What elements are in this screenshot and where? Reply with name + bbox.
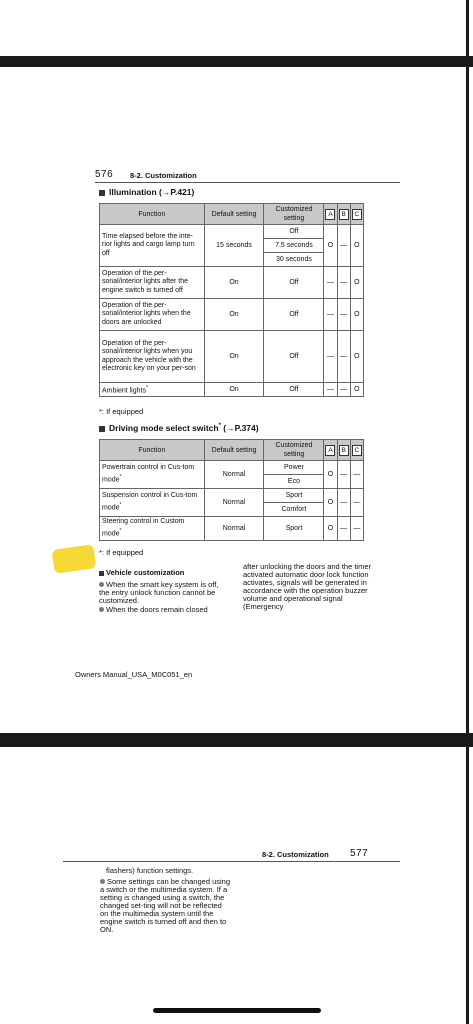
- table-cell: On: [204, 331, 264, 383]
- col-default: Default setting: [204, 204, 264, 225]
- table-cell: —: [337, 383, 350, 397]
- table-cell: Normal: [204, 489, 264, 517]
- table-cell: 15 seconds: [204, 225, 264, 267]
- col-a: A: [325, 445, 335, 456]
- table-cell: Off: [264, 331, 324, 383]
- table-cell: O: [324, 517, 337, 541]
- driving-mode-table: [99, 439, 364, 541]
- table-cell: Ambient lights*: [100, 383, 205, 397]
- square-bullet-icon: [99, 426, 105, 432]
- table-cell: Normal: [204, 461, 264, 489]
- col-b: B: [339, 209, 349, 220]
- table-cell: Operation of the per-sonal/interior lights when you approach the vehicle with the electronic key on your per-son: [100, 331, 205, 383]
- table-cell: O: [324, 489, 337, 517]
- table-cell: Operation of the per-sonal/interior lights when the doors are unlocked: [100, 299, 205, 331]
- page-number: 577: [350, 848, 369, 859]
- table-cell: —: [350, 517, 363, 541]
- table-cell: Eco: [264, 475, 324, 489]
- table-cell: —: [337, 225, 350, 267]
- page-divider-middle: [0, 733, 473, 747]
- table-cell: O: [350, 331, 363, 383]
- table-cell: —: [337, 489, 350, 517]
- table-cell: On: [204, 267, 264, 299]
- bullet-doors-closed: When the doors remain closed: [99, 606, 239, 614]
- table-cell: Normal: [204, 517, 264, 541]
- table-cell: Off: [264, 383, 324, 397]
- table-cell: O: [350, 383, 363, 397]
- table-cell: —: [324, 383, 337, 397]
- col-c: C: [352, 445, 362, 456]
- table-cell: O: [324, 461, 337, 489]
- col-default: Default setting: [204, 440, 264, 461]
- table-cell: —: [324, 299, 337, 331]
- table-cell: On: [204, 299, 264, 331]
- table-cell: —: [337, 267, 350, 299]
- bullet-dot-icon: [99, 582, 104, 587]
- table-cell: Sport: [264, 517, 324, 541]
- header-rule: [63, 861, 400, 862]
- table-cell: —: [324, 331, 337, 383]
- page-footer: Owners Manual_USA_M0C051_en: [75, 670, 193, 679]
- footnote: *: If equipped: [99, 407, 144, 416]
- page-divider-top: [0, 56, 473, 67]
- table-cell: —: [324, 267, 337, 299]
- table-cell: Power: [264, 461, 324, 475]
- right-column-text: after unlocking the doors and the timer activated automatic door lock function activates, signals will be generated in accordance with the operation buzzer volume and operational signal (Emergency: [243, 562, 371, 611]
- table-cell: Time elapsed before the inte-rior lights and cargo lamp turn off: [100, 225, 205, 267]
- table-cell: On: [204, 383, 264, 397]
- col-a: A: [325, 209, 335, 220]
- col-function: Function: [100, 440, 205, 461]
- bullet-settings-changed: Some settings can be changed using a switch or the multimedia system. If a setting is changed using a switch, the changed set-ting will not be reflected on the multimedia system until the engine switch is turned off and then to ON.: [100, 877, 230, 934]
- top-artifact: [118, 0, 178, 4]
- col-b: B: [339, 445, 349, 456]
- table-cell: —: [350, 489, 363, 517]
- illumination-title: Illumination (→P.421): [99, 187, 194, 197]
- table-cell: —: [350, 461, 363, 489]
- col-customized: Customized setting: [264, 204, 324, 225]
- footnote: *: If equipped: [99, 548, 144, 557]
- highlighter-mark: [52, 544, 97, 574]
- table-cell: Off: [264, 299, 324, 331]
- bullet-dot-icon: [100, 879, 105, 884]
- table-cell: —: [337, 299, 350, 331]
- section-header: 8-2. Customization: [262, 850, 329, 859]
- bullet-dot-icon: [99, 607, 104, 612]
- illumination-table: [99, 203, 364, 397]
- continuation-text: flashers) function settings.: [106, 866, 194, 875]
- scroll-edge: [466, 0, 469, 1024]
- table-cell: O: [350, 225, 363, 267]
- table-cell: Powertrain control in Cus-tom mode*: [100, 461, 205, 489]
- table-cell: Sport: [264, 489, 324, 503]
- table-cell: O: [324, 225, 337, 267]
- driving-mode-title: Driving mode select switch* (→P.374): [99, 423, 259, 433]
- vehicle-customization-title: Vehicle customization: [99, 569, 184, 577]
- bullet-smart-key: When the smart key system is off, the entry unlock function cannot be customized.: [99, 580, 219, 605]
- col-c: C: [352, 209, 362, 220]
- section-header: 8-2. Customization: [130, 171, 197, 180]
- col-customized: Customized setting: [264, 440, 324, 461]
- table-cell: 7.5 seconds: [264, 239, 324, 253]
- page-number: 576: [95, 169, 114, 180]
- header-rule: [95, 182, 400, 183]
- home-indicator[interactable]: [153, 1008, 321, 1013]
- col-function: Function: [100, 204, 205, 225]
- table-cell: Suspension control in Cus-tom mode*: [100, 489, 205, 517]
- square-bullet-icon: [99, 571, 104, 576]
- table-cell: Operation of the per-sonal/interior lights after the engine switch is turned off: [100, 267, 205, 299]
- table-cell: O: [350, 267, 363, 299]
- table-cell: O: [350, 299, 363, 331]
- table-cell: Comfort: [264, 503, 324, 517]
- table-cell: Off: [264, 225, 324, 239]
- square-bullet-icon: [99, 190, 105, 196]
- table-cell: Off: [264, 267, 324, 299]
- table-cell: —: [337, 517, 350, 541]
- table-cell: Steering control in Custom mode*: [100, 517, 205, 541]
- table-cell: 30 seconds: [264, 253, 324, 267]
- table-cell: —: [337, 331, 350, 383]
- table-cell: —: [337, 461, 350, 489]
